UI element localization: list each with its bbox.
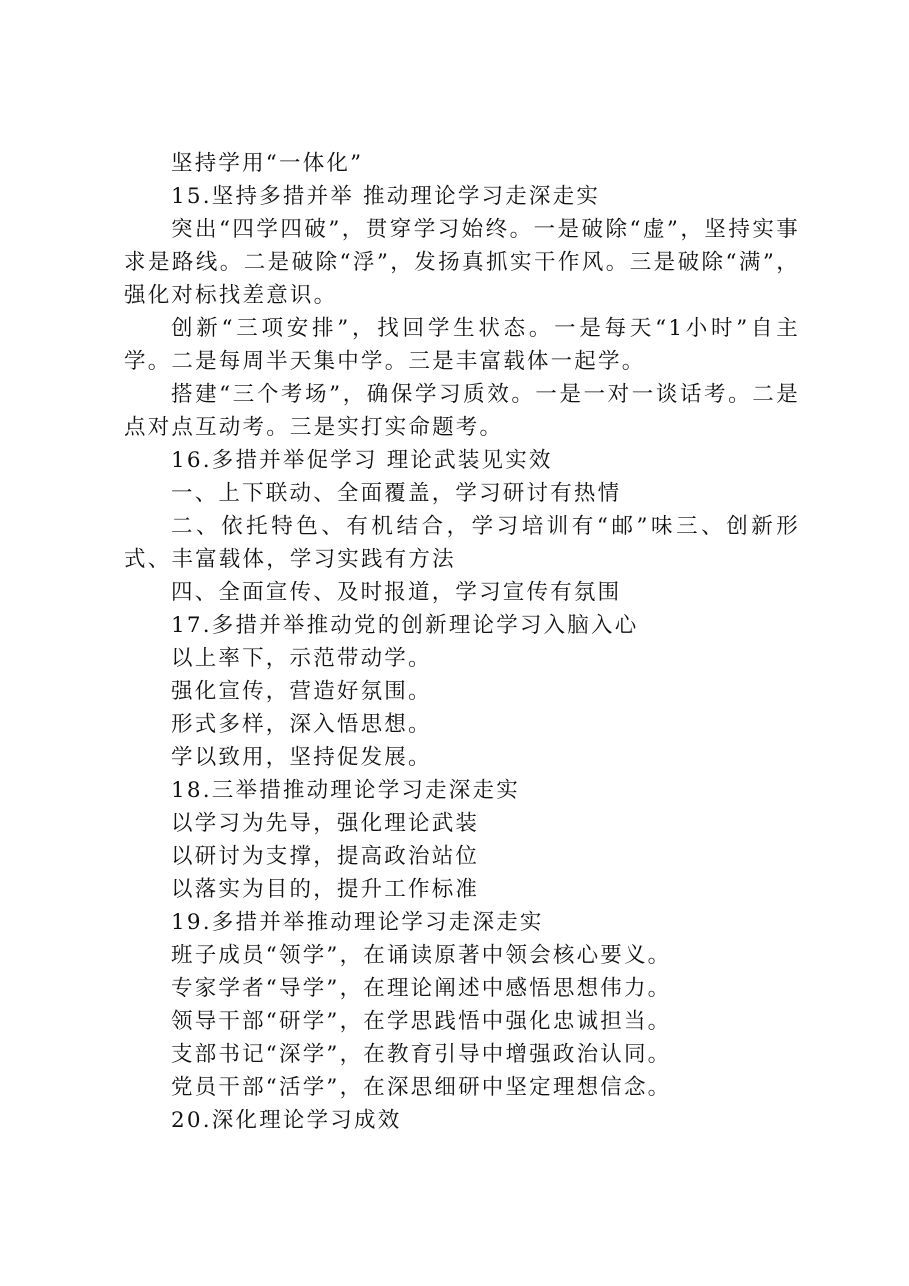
list-item: 学以致用，坚持促发展。 [171, 745, 432, 770]
list-item: 一、上下联动、全面覆盖，学习研讨有热情 [171, 481, 622, 506]
section-heading-20: 20.深化理论学习成效 [171, 1108, 402, 1133]
section-heading-17: 17.多措并举推动党的创新理论学习入脑入心 [171, 613, 639, 638]
list-item: 党员干部“活学”，在深思细研中坚定理想信念。 [171, 1075, 672, 1100]
section-heading-19: 19.多措并举推动理论学习走深走实 [171, 910, 544, 935]
section-heading-18: 18.三举措推动理论学习走深走实 [171, 778, 520, 803]
document-body [124, 147, 800, 1137]
list-item: 以学习为先导，强化理论武装 [171, 811, 480, 836]
list-item: 班子成员“领学”，在诵读原著中领会核心要义。 [171, 943, 672, 968]
paragraph-body: 搭建“三个考场”，确保学习质效。一是一对一谈话考。二是点对点互动考。三是实打实命题考。 [124, 382, 800, 440]
paragraph-body: 突出“四学四破”，贯穿学习始终。一是破除“虚”，坚持实事求是路线。二是破除“浮”，发扬真抓实干作风。三是破除“满”，强化对标找差意识。 [124, 217, 800, 308]
paragraph-body: 创新“三项安排”，找回学生状态。一是每天“1小时”自主学。二是每周半天集中学。三是丰富载体一起学。 [124, 316, 800, 374]
list-item: 强化宣传，营造好氛围。 [171, 679, 432, 704]
list-item: 二、依托特色、有机结合，学习培训有“邮”味三、创新形式、丰富载体，学习实践有方法 [124, 514, 800, 572]
list-item: 形式多样，深入悟思想。 [171, 712, 432, 737]
section-heading-16: 16.多措并举促学习 理论武装见实效 [171, 448, 553, 473]
list-item: 领导干部“研学”，在学思践悟中强化忠诚担当。 [171, 1009, 672, 1034]
list-item: 以上率下，示范带动学。 [171, 646, 432, 671]
list-item: 以研讨为支撑，提高政治站位 [171, 844, 480, 869]
list-item: 支部书记“深学”，在教育引导中增强政治认同。 [171, 1042, 672, 1067]
section-heading-15: 15.坚持多措并举 推动理论学习走深走实 [171, 184, 601, 209]
paragraph-subheading: 坚持学用“一体化” [171, 151, 364, 176]
list-item: 以落实为目的，提升工作标准 [171, 877, 480, 902]
list-item: 专家学者“导学”，在理论阐述中感悟思想伟力。 [171, 976, 672, 1001]
list-item: 四、全面宣传、及时报道，学习宣传有氛围 [171, 580, 622, 605]
